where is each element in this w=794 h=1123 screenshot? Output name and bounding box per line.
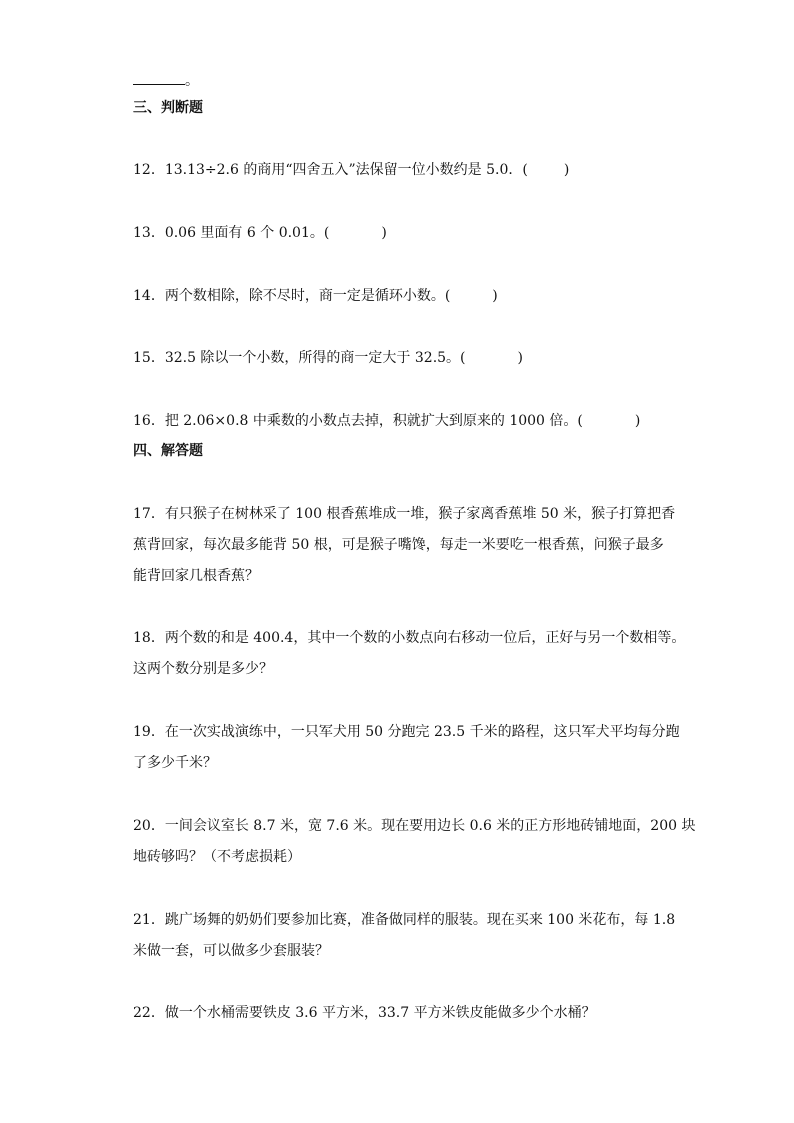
question-20-line-1: 20．一间会议室长 8.7 米，宽 7.6 米。现在要用边长 0.6 米的正方形地砖铺地面，200 块 — [133, 818, 696, 834]
question-21-line-2: 米做一套，可以做多少套服装？ — [133, 943, 329, 959]
fill-blank[interactable] — [133, 70, 185, 85]
question-17-line-2: 蕉背回家，每次最多能背 50 根，可是猴子嘴馋，每走一米要吃一根香蕉，问猴子最多 — [133, 537, 664, 553]
paren-close: ) — [634, 413, 641, 429]
section-title-answer: 四、解答题 — [133, 443, 203, 459]
question-19-line-2: 了多少千米？ — [133, 755, 217, 771]
question-15-text: 15．32.5 除以一个小数，所得的商一定大于 32.5。( — [133, 350, 466, 366]
question-17-line-1: 17．有只猴子在树林采了 100 根香蕉堆成一堆，猴子家离香蕉堆 50 米，猴子打算把香 — [133, 506, 676, 522]
blank-suffix: 。 — [185, 73, 199, 89]
section-title-judge: 三、判断题 — [133, 100, 203, 116]
question-13-text: 13．0.06 里面有 6 个 0.01。( — [133, 225, 330, 241]
question-17-line-3: 能背回家几根香蕉？ — [133, 568, 259, 584]
question-18-line-2: 这两个数分别是多少？ — [133, 661, 273, 677]
question-18-line-1: 18．两个数的和是 400.4，其中一个数的小数点向右移动一位后，正好与另一个数相等。 — [133, 630, 686, 646]
question-14 — [133, 286, 754, 306]
question-15 — [133, 348, 754, 368]
question-20-line-2: 地砖够吗？（不考虑损耗） — [133, 849, 301, 865]
question-16-text: 16．把 2.06×0.8 中乘数的小数点去掉，积就扩大到原来的 1000 倍。( — [133, 413, 583, 429]
paren-close: ) — [381, 225, 387, 241]
question-16 — [133, 411, 754, 431]
question-12 — [133, 160, 754, 180]
question-12-text: 12．13.13÷2.6 的商用“四舍五入”法保留一位小数约是 5.0．( — [133, 162, 528, 178]
question-13 — [133, 223, 754, 243]
answer-blank-line — [133, 70, 754, 91]
paren-close: ) — [517, 350, 523, 366]
question-21-line-1: 21．跳广场舞的奶奶们要参加比赛，准备做同样的服装。现在买来 100 米花布，每 1.8 — [133, 912, 676, 928]
question-14-text: 14．两个数相除，除不尽时，商一定是循环小数。( — [133, 288, 451, 304]
question-19-line-1: 19．在一次实战演练中，一只军犬用 50 分跑完 23.5 千米的路程，这只军犬平均每分跑 — [133, 724, 680, 740]
paren-close: ) — [492, 288, 498, 304]
paren-close: ) — [563, 162, 570, 178]
question-22-line-1: 22．做一个水桶需要铁皮 3.6 平方米，33.7 平方米铁皮能做多少个水桶？ — [133, 1005, 596, 1021]
